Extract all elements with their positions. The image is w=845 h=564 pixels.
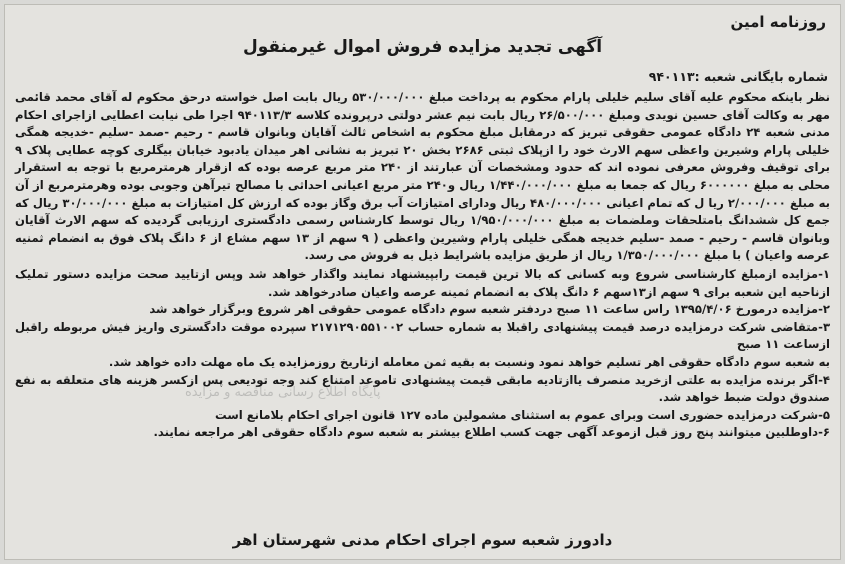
condition-3: ۳-متقاضی شرکت درمزایده درصد قیمت پیشنهادی راقبلا به شماره حساب ۲۱۷۱۲۹۰۵۵۱۰۰۲ سپرده موقت دادگستری واریز فیش مربوطه راقبل ازساعت ۱۱ صبح	[15, 319, 831, 352]
condition-1: ۱-مزایده ازمبلغ کارشناسی شروع وبه کسانی که بالا ترین قیمت رابپیشنهاد نمایند واگذار خواهد شد وپس ازتایید صحت مزایده دستور تملیک ازناحیه این شعبه برای ۹ سهم از۱۳سهم ۶ دانگ پلاک به انضمام ثمینه عرصه واعیان صادرخواهد شد.	[15, 266, 830, 299]
condition-4: ۴-اگر برنده مزایده به علتی ازخرید منصرف یاازتادیه مابقی قیمت پیشنهادی تاموعد امتناع کند وجه تودیعی پس ازکسر هزینه های متعلقه به نفع صندوق دولت ضبط خواهد شد.	[15, 372, 830, 405]
notice-body	[15, 89, 830, 442]
signature-line: دادورز شعبه سوم اجرای احکام مدنی شهرستان اهر	[232, 531, 613, 549]
condition-3-cont: به شعبه سوم دادگاه حقوقی اهر تسلیم خواهد نمود ونسبت به بقیه ثمن معامله ازتاریخ روزمزایده یک ماه مهلت داده خواهد شد.	[108, 354, 830, 369]
archive-number: شماره بایگانی شعبه :۹۴۰۱۱۳	[648, 69, 828, 84]
intro-paragraph: نظر باینکه محکوم علیه آقای سلیم خلیلی پارام محکوم به پرداخت مبلغ ۵۳۰/۰۰۰/۰۰۰ ریال بابت اصل خواسته درحق محکوم له آقای محمد قائمی مهر به وکالت آقای حسین نویدی ومبلغ ۲۶/۵۰۰/۰۰۰ ریال بابت نیم عشر دولتی درپرونده کلاسه ۹۴۰۱۱۳/۳ اجرا طی نیابت اعطایی ازاجرای احکام مدنی شعبه ۲۴ دادگاه عمومی حقوقی تبریز که درمقابل مبلغ محکوم به اشخاص ثالث آقایان وبانوان قاسم - رحیم -صمد -سلیم -خدیجه همگی خلیلی پارام وشیرین واعظی سهم الارث خود را ازپلاک ثبتی ۲۶۸۶ بخش ۲۰ تبریز به نشانی اهر میدان یادبود خیابان بیگلری کوچه عطایی پلاک ۹ برای توقیف وفروش معرفی نموده اند که حدود ومشخصات آن عبارتند از ۲۴۰ متر مربع عرصه بوده که ازقرار هرمترمربع با توجه به استقرار محلی به مبلغ ۶۰۰۰۰۰۰ ریال که جمعا به مبلغ ۱/۴۴۰/۰۰۰/۰۰۰ ریال و۲۴۰ متر مربع اعیانی احداثی با مصالح تیرآهن وجوبی بوده وهرمترمربع از آن به مبلغ ۲/۰۰۰/۰۰۰ ریا ل که تمام اعیانی ۴۸۰/۰۰۰/۰۰۰ ریال ودارای امتیازات آب برق وگاز بوده که ارزش کل امتیازات به مبلغ ۳۰/۰۰۰/۰۰۰ ریال که جمع کل ششدانگ بامتلحقات وملضمات به مبلغ ۱/۹۵۰/۰۰۰/۰۰۰ ریال توسط کارشناس رسمی دادگستری ارزیابی گردیده که سهم الارث آقایان وبانوان قاسم - رحیم - صمد -سلیم خدیجه همگی خلیلی پارام وشیرین واعظی ( ۹ سهم از ۱۳ سهم مشاع از ۶ دانگ پلاک فوق به انضمام ثمنیه عرصه واعیان ) با مبلغ ۱/۳۵۰/۰۰۰/۰۰۰ ریال از طریق مزایده باشرایط ذیل به فروش می رسد.	[15, 90, 831, 263]
condition-5: ۵-شرکت درمزایده حضوری است وبرای عموم به استثنای مشمولین ماده ۱۲۷ قانون اجرای احکام بلامانع است	[215, 407, 830, 422]
conditions-list	[15, 266, 830, 442]
newspaper-clipping	[4, 4, 841, 560]
watermark: پایگاه اطلاع رسانی مناقصه و مزایده	[185, 385, 381, 400]
newspaper-name: روزنامه امین	[730, 13, 826, 31]
condition-2: ۲-مزایده درمورخ ۱۳۹۵/۴/۰۶ راس ساعت ۱۱ صبح دردفتر شعبه سوم دادگاه عمومی حقوقی اهر شروع وبرگزار خواهد شد	[149, 302, 830, 317]
condition-6: ۶-داوطلبین میتوانند پنج روز قبل ازموعد آگهی جهت کسب اطلاع بیشتر به شعبه سوم دادگاه حقوقی اهر مراجعه نمایند.	[153, 425, 830, 440]
notice-title: آگهی تجدید مزایده فروش اموال غیرمنقول	[242, 37, 603, 57]
